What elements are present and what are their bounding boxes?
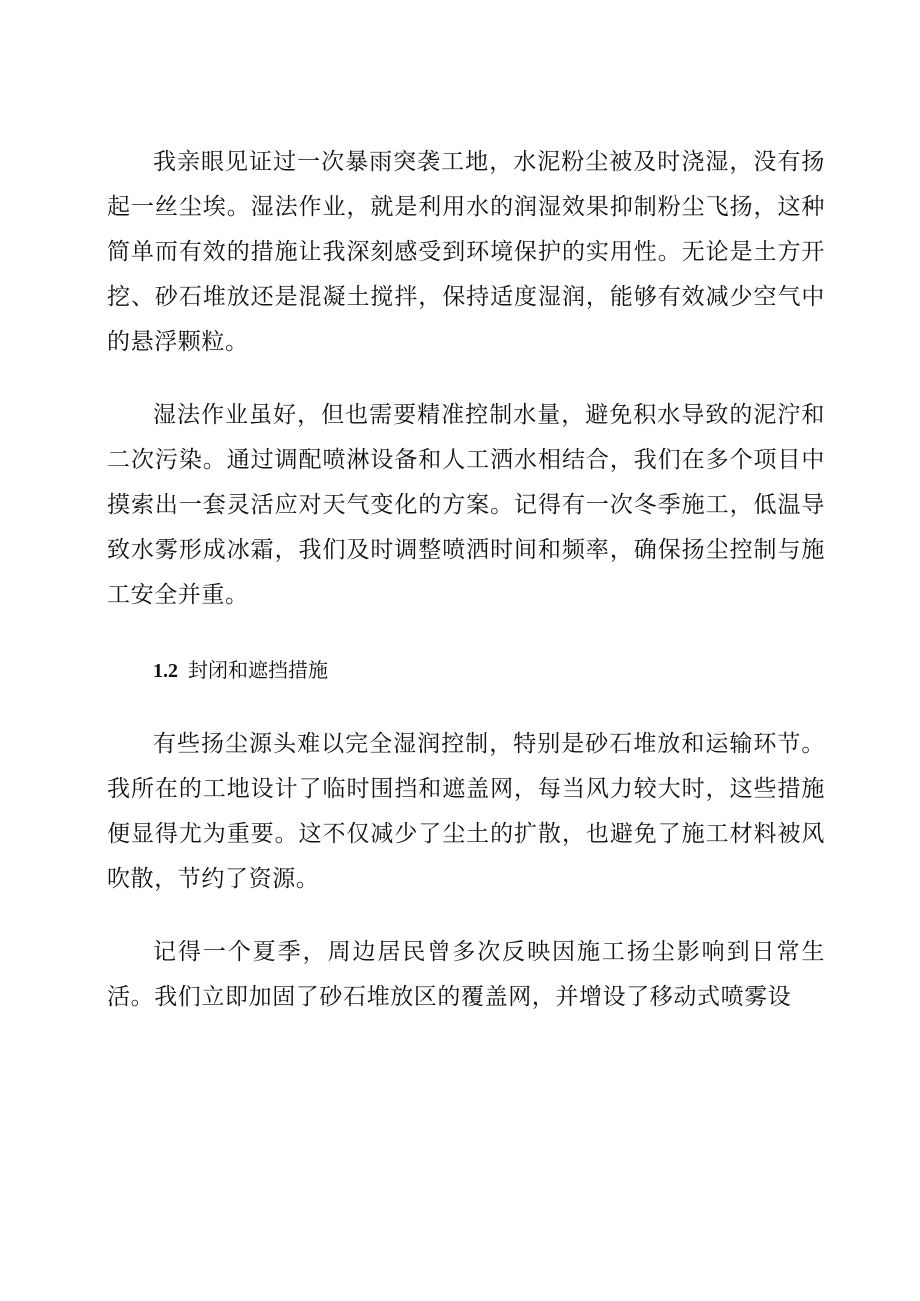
document-body xyxy=(107,140,825,1020)
paragraph-summer-case: 记得一个夏季，周边居民曾多次反映因施工扬尘影响到日常生活。我们立即加固了砂石堆放区的覆盖网，并增设了移动式喷雾设 xyxy=(107,939,825,1010)
paragraph-wet-method-intro: 我亲眼见证过一次暴雨突袭工地，水泥粉尘被及时浇湿，没有扬起一丝尘埃。湿法作业，就是利用水的润湿效果抑制粉尘飞扬，这种简单而有效的措施让我深刻感受到环境保护的实用性。无论是土方开挖、砂石堆放还是混凝土搅拌，保持适度湿润，能够有效减少空气中的悬浮颗粒。 xyxy=(107,149,825,355)
section-number: 1.2 xyxy=(153,660,178,682)
paragraph-wet-method-control: 湿法作业虽好，但也需要精准控制水量，避免积水导致的泥泞和二次污染。通过调配喷淋设备和人工洒水相结合，我们在多个项目中摸索出一套灵活应对天气变化的方案。记得有一次冬季施工，低温导致水雾形成冰霜，我们及时调整喷洒时间和频率，确保扬尘控制与施工安全并重。 xyxy=(107,402,825,608)
section-title: 封闭和遮挡措施 xyxy=(188,658,328,682)
section-heading xyxy=(107,648,825,694)
paragraph-enclosure-measures: 有些扬尘源头难以完全湿润控制，特别是砂石堆放和运输环节。我所在的工地设计了临时围挡和遮盖网，每当风力较大时，这些措施便显得尤为重要。这不仅减少了尘土的扩散，也避免了施工材料被风吹散，节约了资源。 xyxy=(107,731,825,892)
